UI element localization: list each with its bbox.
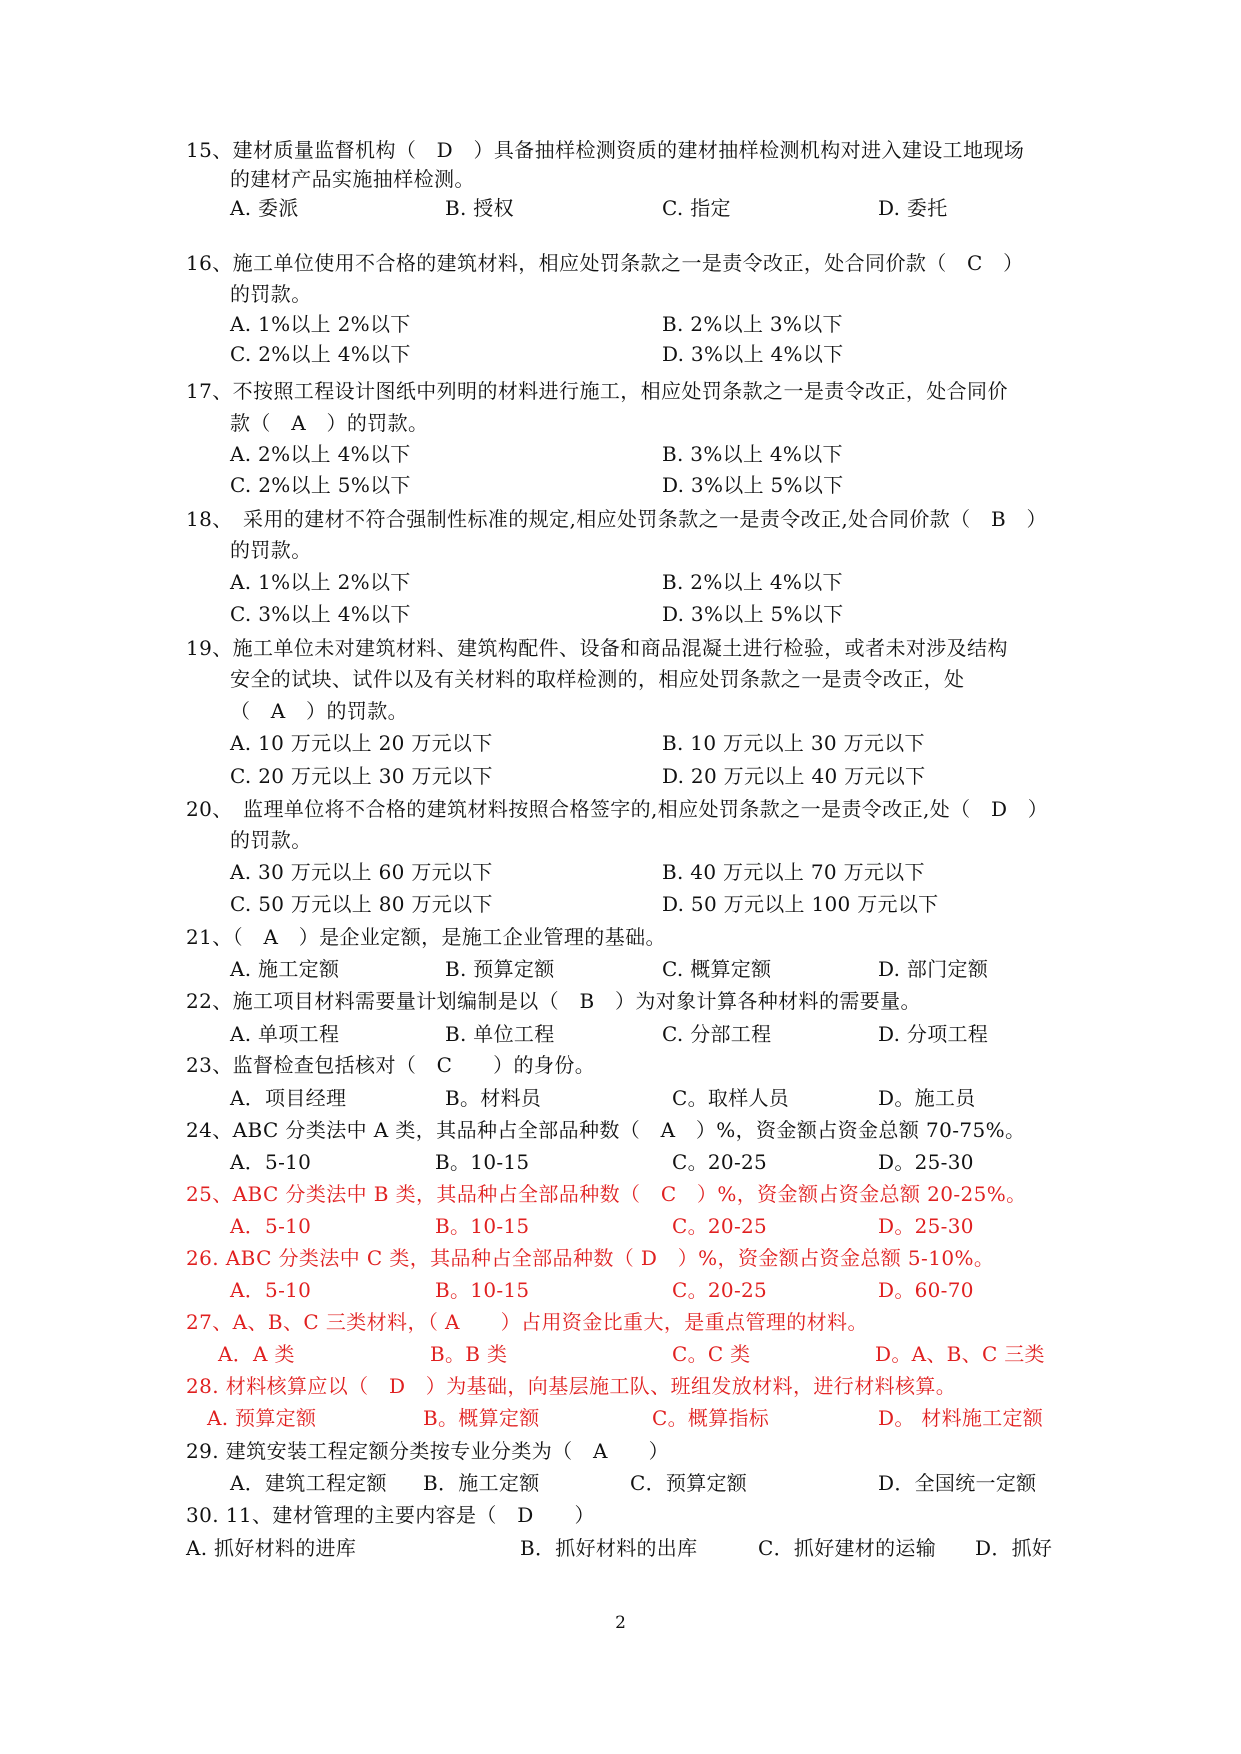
option-16-b: B. 2%以上 3%以下 <box>662 312 843 336</box>
question-19-continuation-1: 安全的试块、试件以及有关材料的取样检测的，相应处罚条款之一是责令改正，处 <box>230 667 965 691</box>
option-15-a: A. 委派 <box>230 196 299 220</box>
option-30-c: C．抓好建材的运输 <box>758 1536 937 1560</box>
option-18-d: D. 3%以上 5%以下 <box>662 602 844 626</box>
option-16-c: C. 2%以上 4%以下 <box>230 342 411 366</box>
option-22-c: C. 分部工程 <box>662 1022 772 1046</box>
option-19-c: C. 20 万元以上 30 万元以下 <box>230 764 493 788</box>
option-25-b: B。10-15 <box>435 1214 530 1238</box>
option-27-c: C。C 类 <box>672 1342 751 1366</box>
option-30-d: D．抓好 <box>975 1536 1053 1560</box>
option-17-a: A. 2%以上 4%以下 <box>230 442 411 466</box>
question-25: 25、ABC 分类法中 B 类，其品种占全部品种数（ C ）%，资金额占资金总额 20-25%。 <box>186 1182 1027 1206</box>
option-29-c: C．预算定额 <box>630 1471 748 1495</box>
question-15: 15、建材质量监督机构（ D ）具备抽样检测资质的建材抽样检测机构对进入建设工地现场 <box>186 138 1025 162</box>
option-23-b: B。材料员 <box>445 1086 542 1110</box>
option-16-a: A. 1%以上 2%以下 <box>230 312 411 336</box>
option-21-a: A. 施工定额 <box>230 957 340 981</box>
question-23: 23、监督检查包括核对（ C ）的身份。 <box>186 1053 596 1077</box>
option-30-b: B．抓好材料的出库 <box>520 1536 698 1560</box>
question-16-continuation: 的罚款。 <box>230 282 312 306</box>
option-24-b: B。10-15 <box>435 1150 530 1174</box>
option-28-d: D。 材料施工定额 <box>878 1406 1044 1430</box>
option-20-a: A. 30 万元以上 60 万元以下 <box>230 860 493 884</box>
option-16-d: D. 3%以上 4%以下 <box>662 342 844 366</box>
option-26-d: D。60-70 <box>878 1278 974 1302</box>
question-22: 22、施工项目材料需要量计划编制是以（ B ）为对象计算各种材料的需要量。 <box>186 989 921 1013</box>
option-28-b: B。概算定额 <box>423 1406 540 1430</box>
option-20-d: D. 50 万元以上 100 万元以下 <box>662 892 939 916</box>
option-21-c: C. 概算定额 <box>662 957 772 981</box>
option-20-b: B. 40 万元以上 70 万元以下 <box>662 860 925 884</box>
option-29-d: D．全国统一定额 <box>878 1471 1037 1495</box>
option-26-c: C。20-25 <box>672 1278 768 1302</box>
option-22-b: B. 单位工程 <box>445 1022 555 1046</box>
option-15-b: B. 授权 <box>445 196 514 220</box>
option-19-b: B. 10 万元以上 30 万元以下 <box>662 731 925 755</box>
option-15-c: C. 指定 <box>662 196 731 220</box>
option-18-c: C. 3%以上 4%以下 <box>230 602 411 626</box>
option-18-a: A. 1%以上 2%以下 <box>230 570 411 594</box>
question-16: 16、施工单位使用不合格的建筑材料，相应处罚条款之一是责令改正，处合同价款（ C ） <box>186 251 1024 275</box>
option-29-a: A．建筑工程定额 <box>230 1471 387 1495</box>
option-19-d: D. 20 万元以上 40 万元以下 <box>662 764 926 788</box>
option-25-c: C。20-25 <box>672 1214 768 1238</box>
option-25-a: A．5-10 <box>230 1214 312 1238</box>
option-24-c: C。20-25 <box>672 1150 768 1174</box>
question-19-continuation-2: （ A ）的罚款。 <box>230 699 409 723</box>
option-25-d: D。25-30 <box>878 1214 974 1238</box>
option-30-a: A. 抓好材料的进库 <box>186 1536 357 1560</box>
option-21-b: B. 预算定额 <box>445 957 555 981</box>
option-27-b: B。B 类 <box>430 1342 508 1366</box>
option-29-b: B．施工定额 <box>423 1471 540 1495</box>
question-29: 29. 建筑安装工程定额分类按专业分类为（ A ） <box>186 1439 670 1463</box>
question-21: 21、（ A ）是企业定额，是施工企业管理的基础。 <box>186 925 666 949</box>
option-17-d: D. 3%以上 5%以下 <box>662 473 844 497</box>
option-21-d: D. 部门定额 <box>878 957 989 981</box>
option-24-d: D。25-30 <box>878 1150 974 1174</box>
question-30: 30. 11、建材管理的主要内容是（ D ） <box>186 1503 595 1527</box>
option-23-d: D。施工员 <box>878 1086 976 1110</box>
option-22-a: A. 单项工程 <box>230 1022 340 1046</box>
option-18-b: B. 2%以上 4%以下 <box>662 570 843 594</box>
option-22-d: D. 分项工程 <box>878 1022 989 1046</box>
option-19-a: A. 10 万元以上 20 万元以下 <box>230 731 493 755</box>
option-23-c: C。取样人员 <box>672 1086 790 1110</box>
question-17-continuation: 款（ A ）的罚款。 <box>230 411 429 435</box>
option-17-b: B. 3%以上 4%以下 <box>662 442 843 466</box>
option-28-a: A. 预算定额 <box>207 1406 317 1430</box>
question-15-continuation: 的建材产品实施抽样检测。 <box>230 167 475 191</box>
question-19: 19、施工单位未对建筑材料、建筑构配件、设备和商品混凝土进行检验，或者未对涉及结构 <box>186 636 1008 660</box>
question-28: 28. 材料核算应以（ D ）为基础，向基层施工队、班组发放材料，进行材料核算。 <box>186 1374 957 1398</box>
question-20: 20、 监理单位将不合格的建筑材料按照合格签字的,相应处罚条款之一是责令改正,处（ D ） <box>186 797 1049 821</box>
option-24-a: A．5-10 <box>230 1150 312 1174</box>
option-27-a: A．A 类 <box>218 1342 295 1366</box>
option-26-a: A．5-10 <box>230 1278 312 1302</box>
option-27-d: D。A、B、C 三类 <box>875 1342 1045 1366</box>
option-28-c: C。概算指标 <box>652 1406 770 1430</box>
question-27: 27、A、B、C 三类材料，（ A ）占用资金比重大，是重点管理的材料。 <box>186 1310 868 1334</box>
question-20-continuation: 的罚款。 <box>230 828 312 852</box>
question-18-continuation: 的罚款。 <box>230 538 312 562</box>
question-26: 26. ABC 分类法中 C 类，其品种占全部品种数（ D ）%，资金额占资金总额 5-10%。 <box>186 1246 995 1270</box>
option-23-a: A．项目经理 <box>230 1086 347 1110</box>
option-26-b: B。10-15 <box>435 1278 530 1302</box>
question-24: 24、ABC 分类法中 A 类，其品种占全部品种数（ A ）%，资金额占资金总额 70-75%。 <box>186 1118 1026 1142</box>
option-15-d: D. 委托 <box>878 196 948 220</box>
option-17-c: C. 2%以上 5%以下 <box>230 473 411 497</box>
question-17: 17、不按照工程设计图纸中列明的材料进行施工，相应处罚条款之一是责令改正，处合同价 <box>186 379 1008 403</box>
page-number: 2 <box>615 1613 626 1633</box>
option-20-c: C. 50 万元以上 80 万元以下 <box>230 892 493 916</box>
question-18: 18、 采用的建材不符合强制性标准的规定,相应处罚条款之一是责令改正,处合同价款（ B ） <box>186 507 1047 531</box>
